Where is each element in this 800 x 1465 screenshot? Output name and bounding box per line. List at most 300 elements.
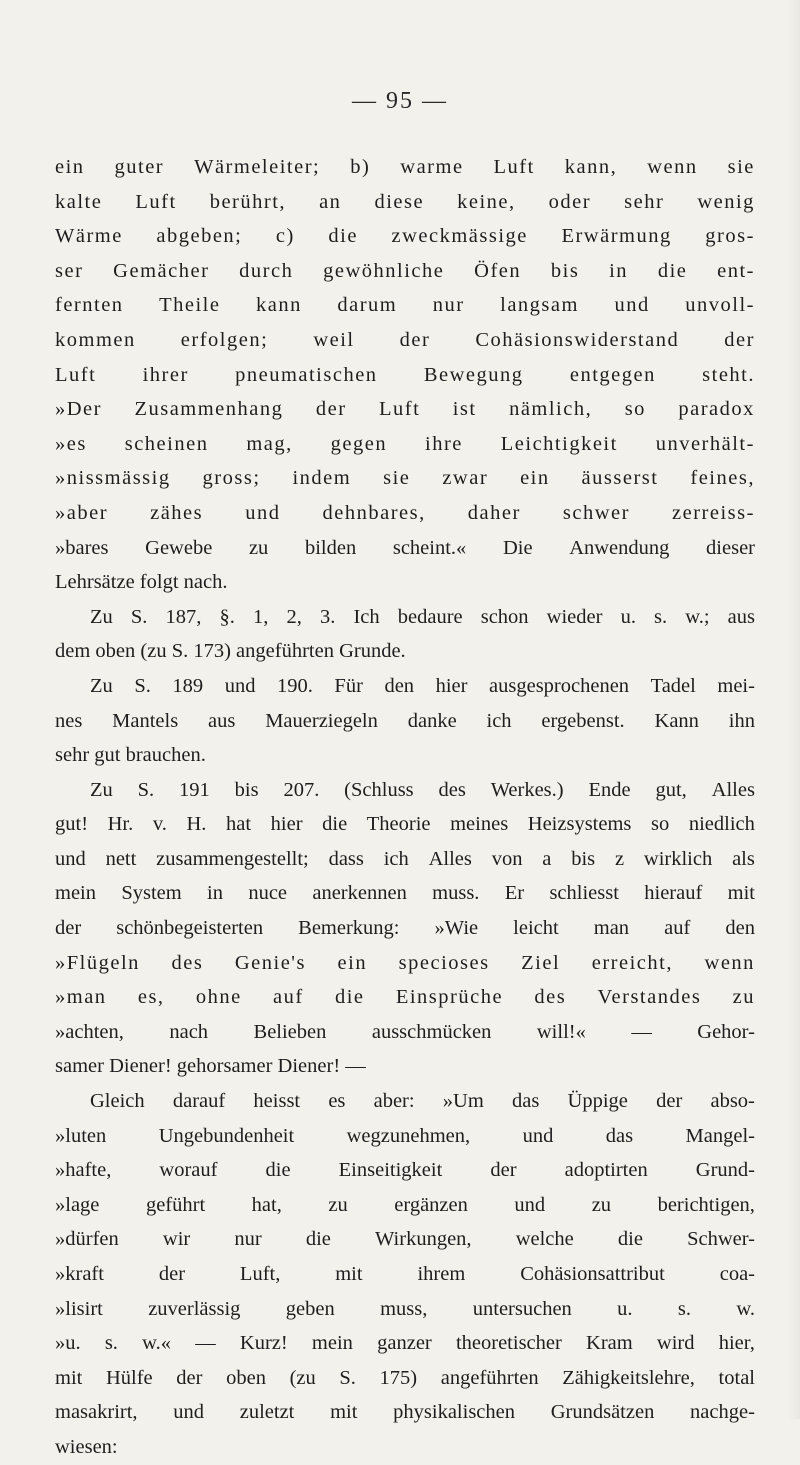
text-line: sehr gut brauchen. <box>55 744 206 767</box>
word: schönbegeisterten <box>116 917 264 940</box>
word: Gleich <box>90 1090 145 1113</box>
word: ein <box>520 467 550 490</box>
word: die <box>265 1159 291 1182</box>
word: ich <box>486 709 512 732</box>
word: das <box>512 1090 540 1113</box>
word: Üppige <box>567 1090 628 1113</box>
word: unvoll- <box>685 294 755 317</box>
word: Zu <box>90 674 113 697</box>
word: wirklich <box>643 847 713 870</box>
word: Grund- <box>695 1159 755 1182</box>
word: zu <box>732 986 755 1009</box>
word: »u. <box>55 1332 81 1355</box>
word: der <box>55 917 82 940</box>
word: 2, <box>286 605 302 628</box>
text-line <box>55 1222 755 1257</box>
word: hier, <box>718 1332 755 1355</box>
word: nur <box>432 294 465 317</box>
text-line <box>55 1257 755 1292</box>
word: ein <box>337 951 368 974</box>
word: Für <box>334 674 363 697</box>
text-line <box>55 496 755 531</box>
word: kommen <box>55 328 136 351</box>
word: Hülfe <box>105 1366 153 1389</box>
text-line <box>55 219 755 254</box>
word: ausschmücken <box>371 1020 492 1043</box>
word: Kurz! <box>239 1332 288 1355</box>
word: Anwendung <box>569 536 670 559</box>
word: nes <box>55 709 83 732</box>
word: Bewegung <box>423 363 524 386</box>
word: (zu <box>289 1366 316 1389</box>
body-text <box>55 150 755 1465</box>
word: darum <box>337 294 398 317</box>
word: S. <box>134 674 151 697</box>
word: 187, <box>165 605 202 628</box>
word: theoretischer <box>455 1332 562 1355</box>
word: gegen <box>330 432 388 455</box>
word: Gewebe <box>145 536 213 559</box>
text-line <box>55 946 755 981</box>
word: »lisirt <box>55 1297 103 1320</box>
word: Ende <box>588 778 631 801</box>
word: man <box>593 917 630 940</box>
word: worauf <box>159 1159 218 1182</box>
word: so <box>624 398 646 421</box>
word: §. <box>219 605 235 628</box>
word: das <box>605 1124 634 1147</box>
word: anerkennen <box>312 882 407 905</box>
word: Zusammenhang <box>134 398 284 421</box>
word: leicht <box>513 917 559 940</box>
word: dehnbares, <box>322 501 426 524</box>
word: »nissmässig <box>55 467 171 490</box>
word: bis <box>234 778 259 801</box>
text-line <box>55 669 755 704</box>
text-line <box>55 876 755 911</box>
word: S. <box>137 778 155 801</box>
word: physikalischen <box>393 1401 515 1424</box>
word: zuverlässig <box>148 1297 241 1320</box>
text-line <box>55 911 755 946</box>
page-edge-shadow <box>788 0 800 1419</box>
page-number: — 95 — <box>352 88 448 114</box>
word: H. <box>186 813 207 836</box>
word: scheint.« <box>392 536 467 559</box>
word: 175) <box>379 1366 418 1389</box>
word: aus <box>727 605 755 628</box>
word: Ungebundenheit <box>158 1124 295 1147</box>
word: so <box>651 813 670 836</box>
word: gut! <box>55 813 89 836</box>
word: gros- <box>705 225 755 248</box>
word: indem <box>292 467 352 490</box>
word: den <box>725 917 755 940</box>
word: ich <box>383 847 409 870</box>
word: nur <box>234 1228 262 1251</box>
text-line <box>55 185 755 220</box>
word: System <box>121 882 182 905</box>
word: zu <box>248 536 269 559</box>
word: c) <box>275 225 295 248</box>
word: aber: <box>373 1090 415 1113</box>
text-line: wiesen: <box>55 1435 118 1458</box>
word: Belieben <box>253 1020 327 1043</box>
word: mit <box>335 1263 363 1285</box>
word: sie <box>383 467 411 490</box>
word: will!« <box>536 1020 586 1043</box>
word: unverhält- <box>655 432 755 455</box>
text-line <box>55 1119 755 1154</box>
text-line <box>55 288 755 323</box>
word: sie <box>727 156 755 178</box>
word: ihre <box>425 432 463 455</box>
word: die <box>657 259 688 282</box>
word: u. <box>620 605 636 628</box>
word: 190. <box>277 674 313 697</box>
word: erreicht, <box>591 951 673 974</box>
word: »Um <box>442 1090 484 1113</box>
word: scheinen <box>124 432 209 455</box>
word: Werkes.) <box>490 778 564 801</box>
word: Hr. <box>107 813 134 836</box>
text-line <box>55 600 755 635</box>
word: fernten <box>55 294 124 317</box>
word: zusammengestellt; <box>156 847 309 870</box>
text-line <box>55 254 755 289</box>
word: gewöhnliche <box>323 259 445 282</box>
word: wir <box>162 1228 191 1251</box>
word: »es <box>55 432 87 455</box>
word: nämlich, <box>509 398 593 421</box>
word: dieser <box>706 536 755 559</box>
word: es, <box>137 986 165 1009</box>
word: mit <box>330 1401 358 1424</box>
word: äusserst <box>581 467 659 490</box>
word: b) <box>350 156 371 178</box>
word: mit <box>55 1366 83 1389</box>
word: ihrer <box>142 363 189 386</box>
word: »dürfen <box>55 1228 119 1251</box>
word: aus <box>208 709 236 732</box>
word: S. <box>130 605 148 628</box>
text-line <box>55 323 755 358</box>
word: v. <box>152 813 167 836</box>
word: geführt <box>145 1193 206 1216</box>
word: ihn <box>728 709 755 732</box>
word: masakrirt, <box>55 1401 138 1424</box>
word: adoptirten <box>564 1159 648 1182</box>
word: Mauerziegeln <box>265 709 378 732</box>
word: Gemächer <box>113 259 210 282</box>
text-line: Lehrsätze folgt nach. <box>55 571 228 594</box>
word: »Wie <box>434 917 479 940</box>
word: Bemerkung: <box>298 917 400 940</box>
word: Tadel <box>650 674 696 697</box>
word: ganzer <box>377 1332 432 1355</box>
word: Schwer- <box>687 1228 755 1251</box>
word: die <box>322 813 348 836</box>
word: des <box>438 778 466 801</box>
word: an <box>319 190 342 213</box>
word: berührt, <box>209 190 287 213</box>
word: a <box>542 847 552 870</box>
word: in <box>207 882 223 905</box>
word: Alles <box>428 847 472 870</box>
word: Wärmeleiter; <box>194 156 321 178</box>
word: warme <box>400 156 464 178</box>
word: ser <box>55 259 84 282</box>
word: mei- <box>717 674 755 697</box>
word: »luten <box>55 1124 107 1147</box>
word: wird <box>656 1332 695 1355</box>
word: nuce <box>248 882 288 905</box>
word: und <box>224 674 256 697</box>
text-line <box>55 773 755 808</box>
text-line <box>55 531 755 566</box>
text-line <box>55 427 755 462</box>
word: ent- <box>717 259 755 282</box>
word: mit <box>727 882 755 905</box>
word: durch <box>239 259 294 282</box>
word: welche <box>515 1228 574 1251</box>
word: zu <box>328 1193 348 1216</box>
word: entgegen <box>569 363 656 386</box>
text-line <box>55 1326 755 1361</box>
text-line <box>55 1153 755 1188</box>
word: kann, <box>564 156 618 178</box>
text-line <box>55 1188 755 1223</box>
word: sehr <box>624 190 665 213</box>
word: des <box>171 951 204 974</box>
word: wegzunehmen, <box>346 1124 471 1147</box>
word: wenig <box>697 190 755 213</box>
word: ergebenst. <box>541 709 625 732</box>
word: der <box>399 328 431 351</box>
word: dass <box>328 847 364 870</box>
word: schon <box>480 605 529 628</box>
word: paradox <box>678 398 755 421</box>
word: ihrem <box>417 1263 466 1285</box>
word: total <box>718 1366 755 1389</box>
word: der <box>656 1090 683 1113</box>
word: mein <box>311 1332 353 1355</box>
word: die <box>334 986 365 1009</box>
text-line <box>55 1395 755 1430</box>
word: muss, <box>380 1297 428 1320</box>
word: des <box>534 986 567 1009</box>
word: Heizsystems <box>527 813 632 836</box>
word: und <box>173 1401 205 1424</box>
word: »Der <box>55 398 102 421</box>
text-line <box>55 461 755 496</box>
word: Einsprüche <box>395 986 504 1009</box>
word: Luft <box>493 156 535 178</box>
word: berichtigen, <box>657 1193 755 1216</box>
word: untersuchen <box>472 1297 572 1320</box>
text-line <box>55 704 755 739</box>
word: Mangel- <box>685 1124 755 1147</box>
word: w.« <box>142 1332 171 1355</box>
word: wieder <box>546 605 603 628</box>
word: s. <box>104 1332 118 1355</box>
word: w. <box>736 1297 755 1320</box>
word: bis <box>550 259 580 282</box>
word: »bares <box>55 536 109 559</box>
word: Luft <box>378 398 421 421</box>
text-line <box>55 150 755 185</box>
word: 3. <box>319 605 336 628</box>
word: — <box>631 1020 652 1043</box>
word: Luft <box>135 190 177 213</box>
word: oder <box>548 190 592 213</box>
word: pneumatischen <box>235 363 378 386</box>
word: der <box>158 1263 186 1285</box>
word: der <box>490 1159 517 1182</box>
word: und <box>514 1193 546 1216</box>
word: u. <box>617 1297 633 1320</box>
word: 191 <box>179 778 210 801</box>
word: es <box>328 1090 346 1113</box>
word: den <box>384 674 415 697</box>
word: abgeben; <box>156 225 243 248</box>
word: langsam <box>500 294 579 317</box>
word: nachge- <box>690 1401 755 1424</box>
word: in <box>609 259 629 282</box>
word: erfolgen; <box>180 328 269 351</box>
word: niedlich <box>688 813 755 836</box>
word: »kraft <box>55 1263 104 1285</box>
word: hat, <box>251 1193 282 1216</box>
word: 207. <box>283 778 320 801</box>
word: »lage <box>55 1193 100 1216</box>
word: 1, <box>253 605 269 628</box>
word: feines, <box>690 467 755 490</box>
word: z <box>614 847 625 870</box>
word: abso- <box>710 1090 755 1113</box>
word: auf <box>664 917 691 940</box>
text-line <box>55 980 755 1015</box>
word: zähes <box>150 501 204 524</box>
word: kalte <box>55 190 103 213</box>
word: diese <box>374 190 425 213</box>
word: Er <box>504 882 525 905</box>
word: steht. <box>702 363 755 386</box>
text-line <box>55 1361 755 1396</box>
word: zuletzt <box>239 1401 295 1424</box>
word: Einseitigkeit <box>338 1159 443 1182</box>
word: (Schluss <box>344 778 414 801</box>
text-line <box>55 842 755 877</box>
word: Theorie <box>366 813 431 836</box>
word: Cohäsionswiderstand <box>475 328 680 351</box>
word: zerreiss- <box>672 501 755 524</box>
word: guter <box>114 156 165 178</box>
word: Ziel <box>521 951 561 974</box>
word: zwar <box>442 467 489 490</box>
word: gut, <box>655 778 687 801</box>
word: geben <box>285 1297 335 1320</box>
word: gross; <box>202 467 261 490</box>
word: Zähigkeitslehre, <box>562 1366 695 1389</box>
word: der <box>176 1366 203 1389</box>
word: wenn <box>647 156 698 178</box>
word: kann <box>255 294 302 317</box>
word: Zu <box>90 605 113 628</box>
word: »hafte, <box>55 1159 112 1182</box>
word: der <box>315 398 347 421</box>
text-line <box>55 1015 755 1050</box>
word: mein <box>55 882 96 905</box>
word: coa- <box>719 1263 755 1285</box>
text-line: samer Diener! gehorsamer Diener! — <box>55 1055 366 1078</box>
word: hier <box>435 674 468 697</box>
word: Leichtigkeit <box>500 432 618 455</box>
word: Zu <box>90 778 113 801</box>
word: muss. <box>432 882 480 905</box>
word: der <box>724 328 755 351</box>
word: schliesst <box>549 882 619 905</box>
word: und <box>55 847 86 870</box>
word: Mantels <box>112 709 179 732</box>
word: die <box>617 1228 643 1251</box>
word: als <box>732 847 755 870</box>
word: ohne <box>195 986 242 1009</box>
word: ergänzen <box>394 1193 468 1216</box>
word: Erwärmung <box>561 225 672 248</box>
word: danke <box>407 709 457 732</box>
word: Alles <box>711 778 755 801</box>
word: ist <box>452 398 477 421</box>
word: »man <box>55 986 107 1009</box>
word: wenn <box>704 951 755 974</box>
word: und <box>522 1124 554 1147</box>
word: Kann <box>654 709 699 732</box>
word: weil <box>313 328 355 351</box>
word: S. <box>339 1366 356 1389</box>
word: meines <box>450 813 509 836</box>
word: angeführten <box>440 1366 539 1389</box>
word: von <box>491 847 523 870</box>
word: hierauf <box>644 882 703 905</box>
word: hier <box>270 813 303 836</box>
word: Wärme <box>55 225 123 248</box>
word: mag, <box>246 432 293 455</box>
word: ein <box>55 156 85 178</box>
word: nach <box>169 1020 209 1043</box>
word: Theile <box>159 294 221 317</box>
text-line <box>55 1084 755 1119</box>
word: »achten, <box>55 1020 124 1043</box>
word: und <box>614 294 650 317</box>
text-line <box>55 392 755 427</box>
word: Verstandes <box>597 986 702 1009</box>
word: Die <box>502 536 533 559</box>
word: zweckmässige <box>391 225 528 248</box>
word: specioses <box>398 951 490 974</box>
word: Kram <box>586 1332 633 1355</box>
word: schwer <box>562 501 630 524</box>
word: s. <box>654 605 668 628</box>
word: Grundsätzen <box>550 1401 655 1424</box>
word: s. <box>677 1297 691 1320</box>
word: und <box>245 501 281 524</box>
word: nett <box>105 847 137 870</box>
word: darauf <box>172 1090 226 1113</box>
word: »Flügeln <box>55 951 140 974</box>
text-line <box>55 1292 755 1327</box>
word: zu <box>591 1193 612 1216</box>
